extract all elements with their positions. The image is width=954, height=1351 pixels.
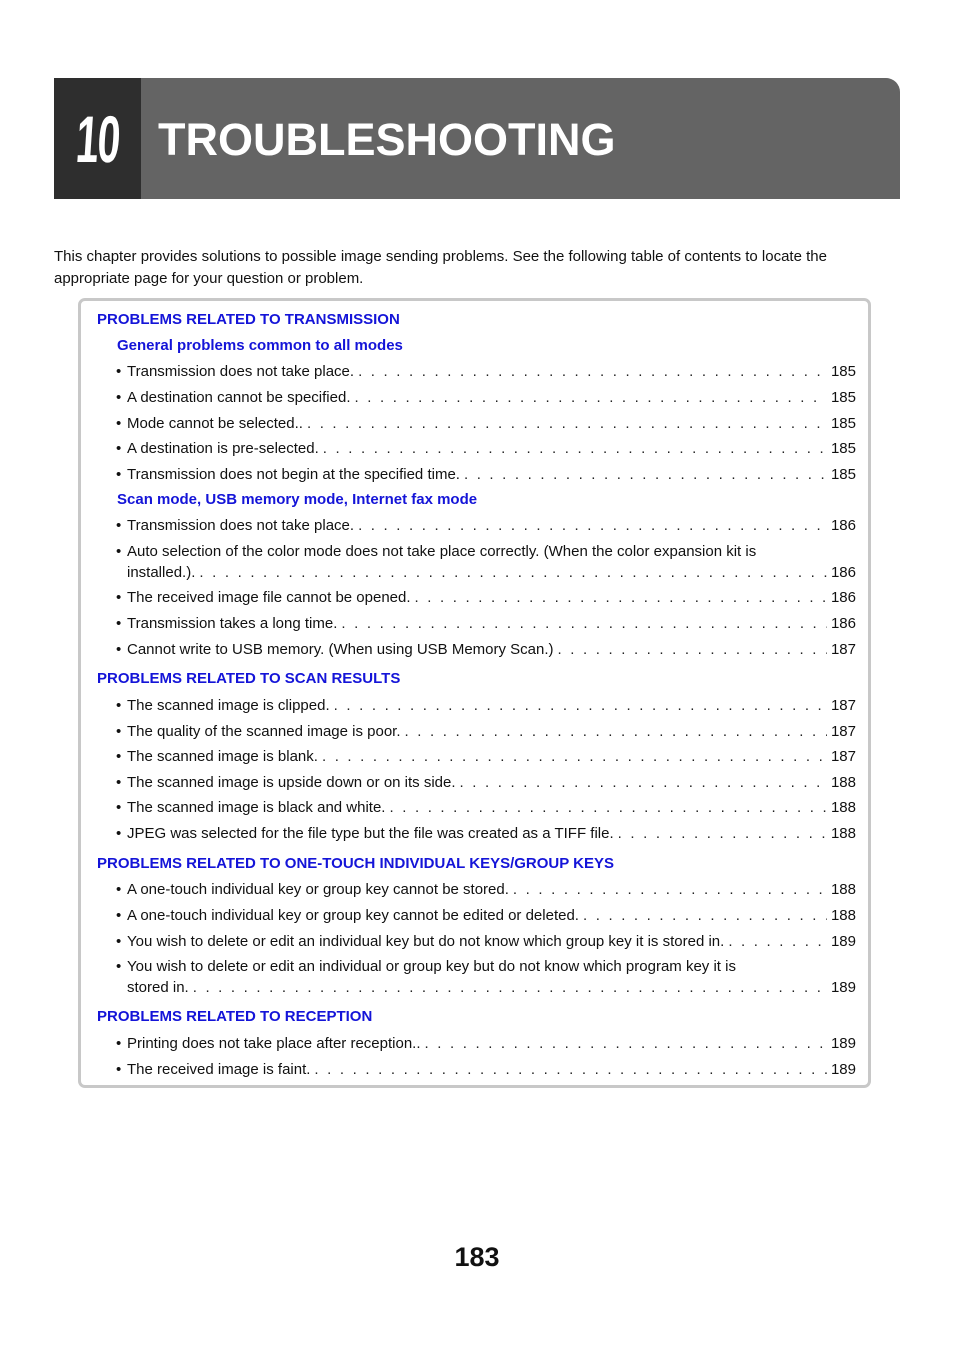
toc-entry[interactable]: • JPEG was selected for the file type but the file was created as a TIFF file. . . . 188 bbox=[116, 823, 856, 844]
toc-entry[interactable]: • A one-touch individual key or group key cannot be stored. . . . 188 bbox=[116, 879, 856, 900]
chapter-number-box bbox=[54, 78, 141, 199]
toc-subsection-scan-mode[interactable]: Scan mode, USB memory mode, Internet fax mode bbox=[117, 491, 478, 508]
page-number: 183 bbox=[454, 1242, 500, 1272]
toc-entry[interactable]: • Transmission does not take place. . . . 185 bbox=[116, 361, 856, 382]
toc-entry[interactable]: • Cannot write to USB memory. (When using USB Memory Scan.) . . . 187 bbox=[116, 639, 856, 660]
toc-entry[interactable]: • You wish to delete or edit an individual key but do not know which group key it is stored in. . . . 189 bbox=[116, 931, 856, 952]
toc-entry[interactable]: • The scanned image is clipped. . . . 187 bbox=[116, 695, 856, 716]
toc-entry[interactable]: • Auto selection of the color mode does not take place correctly. (When the color expansion kit is installed.). . . . 186 bbox=[116, 541, 856, 583]
toc-entry[interactable]: • Transmission takes a long time. . . . 186 bbox=[116, 613, 856, 634]
intro-paragraph: This chapter provides solutions to possible image sending problems. See the following table of contents to locate the appropriate page for your question or problem. bbox=[54, 248, 827, 287]
toc-section-scan-results[interactable]: PROBLEMS RELATED TO SCAN RESULTS bbox=[97, 670, 401, 687]
toc-entry[interactable]: • The received image file cannot be opened. . . . 186 bbox=[116, 587, 856, 608]
toc-entry[interactable]: • Printing does not take place after reception.. . . . 189 bbox=[116, 1033, 856, 1054]
toc-entry[interactable]: • A one-touch individual key or group key cannot be edited or deleted. . . . 188 bbox=[116, 905, 856, 926]
toc-section-reception[interactable]: PROBLEMS RELATED TO RECEPTION bbox=[97, 1008, 373, 1025]
toc-entry[interactable]: • Transmission does not begin at the specified time. . . . 185 bbox=[116, 464, 856, 485]
toc-entry[interactable]: • A destination is pre-selected. . . . 185 bbox=[116, 438, 856, 459]
chapter-title: TROUBLESHOOTING bbox=[158, 114, 616, 165]
toc-entry[interactable]: • Mode cannot be selected.. . . . 185 bbox=[116, 413, 856, 434]
chapter-number: 10 bbox=[73, 101, 122, 176]
toc-entry[interactable]: • The scanned image is upside down or on its side. . . . 188 bbox=[116, 772, 856, 793]
toc-entry[interactable]: • You wish to delete or edit an individual or group key but do not know which program key it is stored in. . . . 189 bbox=[116, 956, 856, 998]
toc-entry[interactable]: • The quality of the scanned image is poor. . . . 187 bbox=[116, 721, 856, 742]
toc-section-one-touch-keys[interactable]: PROBLEMS RELATED TO ONE-TOUCH INDIVIDUAL KEYS/GROUP KEYS bbox=[97, 855, 615, 872]
toc-entry[interactable]: • The scanned image is black and white. . . . 188 bbox=[116, 797, 856, 818]
toc-entry[interactable]: • A destination cannot be specified. . . . 185 bbox=[116, 387, 856, 408]
toc-section-transmission[interactable]: PROBLEMS RELATED TO TRANSMISSION bbox=[97, 311, 400, 328]
toc-entry[interactable]: • The scanned image is blank. . . . 187 bbox=[116, 746, 856, 767]
toc-entry[interactable]: • Transmission does not take place. . . . 186 bbox=[116, 515, 856, 536]
chapter-banner bbox=[54, 78, 900, 199]
toc-subsection-general[interactable]: General problems common to all modes bbox=[117, 337, 403, 354]
toc-entry[interactable]: • The received image is faint. . . . 189 bbox=[116, 1059, 856, 1080]
